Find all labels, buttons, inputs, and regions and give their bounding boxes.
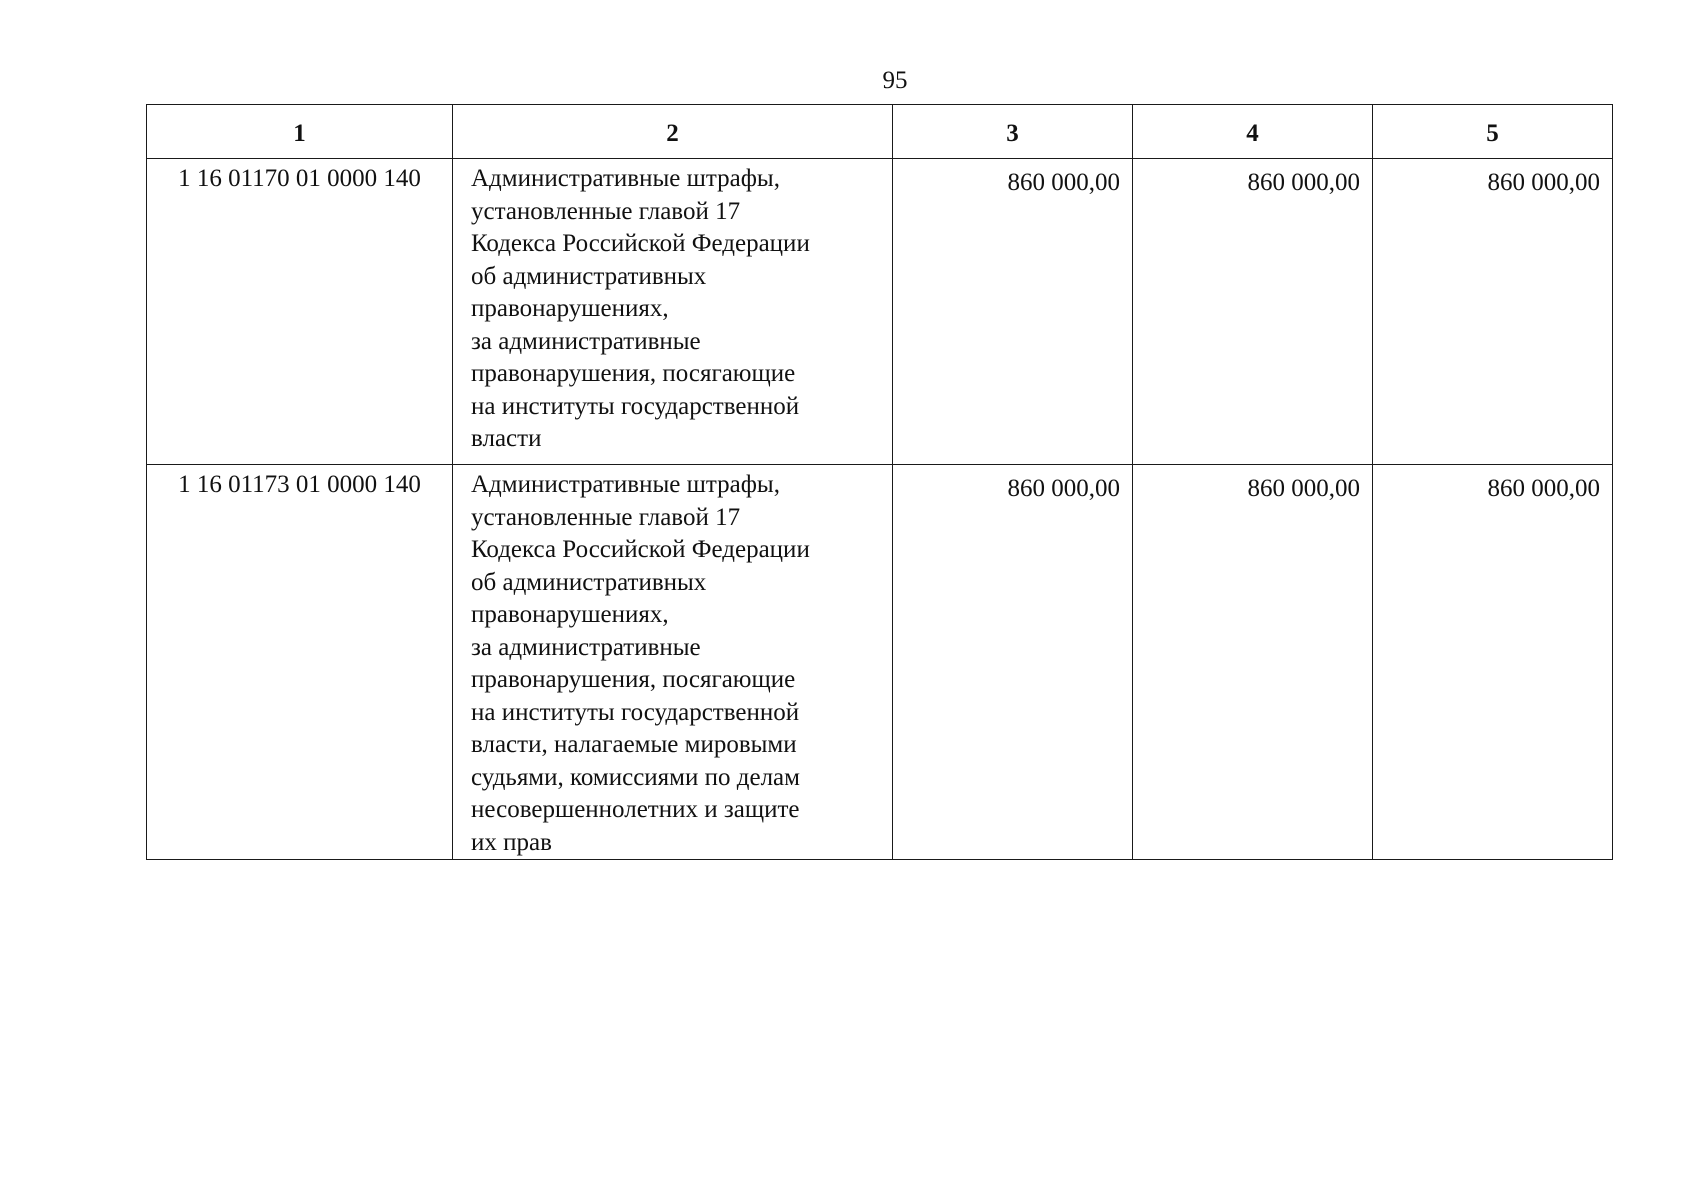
budget-table xyxy=(146,104,1613,860)
column-header-4: 4 xyxy=(1133,105,1373,159)
page-number: 95 xyxy=(882,67,908,94)
table-row xyxy=(147,159,1613,465)
column-header-3: 3 xyxy=(893,105,1133,159)
amount-cell-col3: 860 000,00 xyxy=(893,159,1133,465)
table-row xyxy=(147,465,1613,860)
column-header-2: 2 xyxy=(453,105,893,159)
amount-cell-col4: 860 000,00 xyxy=(1133,159,1373,465)
classification-code-cell: 1 16 01173 01 0000 140 xyxy=(147,465,453,860)
revenue-name-cell: Административные штрафы, установленные главой 17 Кодекса Российской Федерации об административных правонарушениях, за административные правонарушения, посягающие на институты государственной власти xyxy=(453,159,893,465)
table-header-row xyxy=(147,105,1613,159)
column-header-1: 1 xyxy=(147,105,453,159)
amount-cell-col5: 860 000,00 xyxy=(1373,465,1613,860)
revenue-name-cell: Административные штрафы, установленные главой 17 Кодекса Российской Федерации об административных правонарушениях, за административные правонарушения, посягающие на институты государственной власти, налагаемые мировыми судьями, комиссиями по делам несовершеннолетних и защите их прав xyxy=(453,465,893,860)
amount-cell-col3: 860 000,00 xyxy=(893,465,1133,860)
amount-cell-col5: 860 000,00 xyxy=(1373,159,1613,465)
amount-cell-col4: 860 000,00 xyxy=(1133,465,1373,860)
classification-code-cell: 1 16 01170 01 0000 140 xyxy=(147,159,453,465)
column-header-5: 5 xyxy=(1373,105,1613,159)
